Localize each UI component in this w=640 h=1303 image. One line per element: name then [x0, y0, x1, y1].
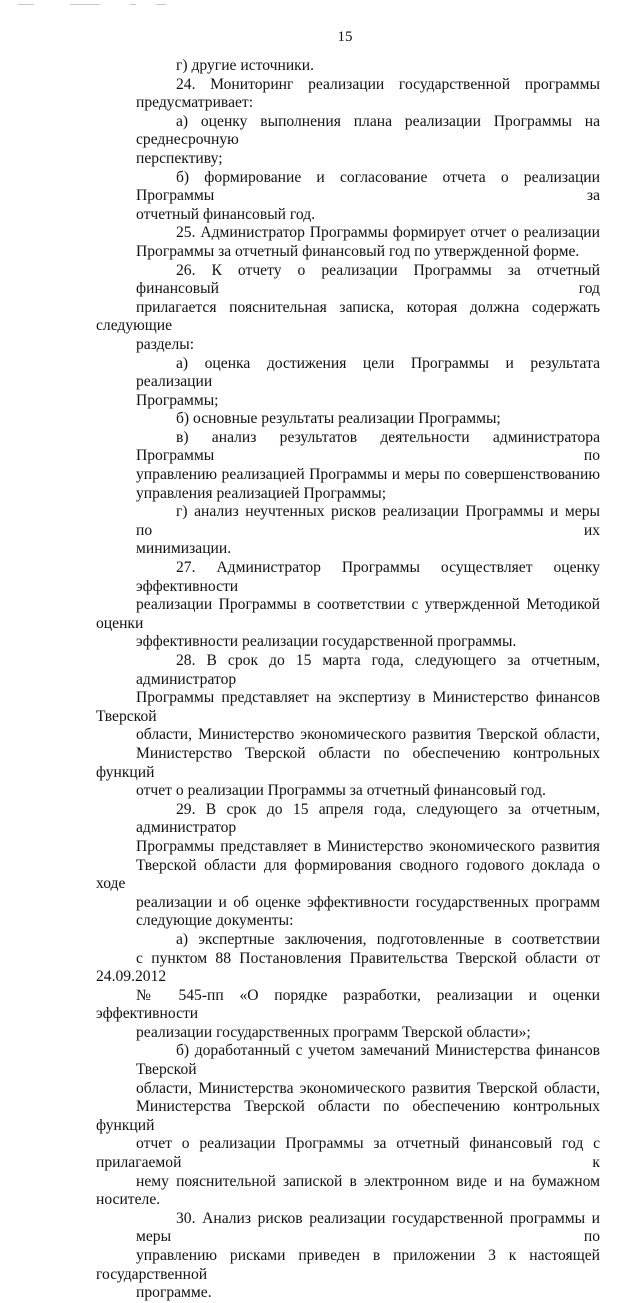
- paragraph-line: с пунктом 88 Постановления Правительства Тверской области от 24.09.2012: [96, 949, 600, 986]
- paragraph-p25: [96, 224, 600, 261]
- paragraph-line: Программы за отчетный финансовый год по утвержденной форме.: [136, 242, 580, 260]
- paragraph-line: г) другие источники.: [176, 57, 314, 74]
- paragraph-p27: [96, 559, 600, 652]
- paragraph-p29a: [96, 931, 600, 1043]
- scan-artifact: [18, 4, 34, 5]
- paragraph-line: 25. Администратор Программы формирует отчет о реализации: [176, 224, 600, 242]
- paragraph-line: управлению рисками приведен в приложении 3 к настоящей государственной: [96, 1247, 600, 1283]
- paragraph-line: б) доработанный с учетом замечаний Министерства финансов Тверской: [136, 1042, 600, 1079]
- page-number: 15: [337, 29, 353, 45]
- paragraph-line: реализации государственных программ Тверской области»;: [136, 1023, 531, 1041]
- scan-artifact: [130, 4, 136, 5]
- paragraph-line: эффективности реализации государственной программы.: [136, 633, 517, 651]
- paragraph-line: а) оценку выполнения плана реализации Программы на среднесрочную: [136, 112, 600, 149]
- paragraph-p29: [96, 801, 600, 931]
- paragraph-line: минимизации.: [136, 540, 232, 558]
- paragraph-line: разделы:: [136, 335, 195, 353]
- paragraph-line: отчет о реализации Программы за отчетный финансовый год.: [136, 782, 546, 800]
- paragraph-g-sources: [96, 57, 600, 76]
- paragraph-line: Программы;: [136, 391, 219, 409]
- paragraph-p24: [96, 76, 600, 113]
- paragraph-line: перспективу;: [136, 149, 223, 167]
- paragraph-p26: [96, 262, 600, 355]
- paragraph-p24b: [96, 169, 600, 225]
- paragraph-line: 27. Администратор Программы осуществляет оценку эффективности: [136, 559, 600, 595]
- paragraph-p26g: [96, 503, 600, 559]
- paragraph-line: отчет о реализации Программы за отчетный финансовый год с прилагаемой к: [96, 1135, 600, 1172]
- paragraph-line: в) анализ результатов деятельности администратора Программы по: [136, 428, 600, 465]
- paragraph-line: управлению реализацией Программы и меры по совершенствованию: [136, 466, 600, 484]
- paragraph-line: Министерство Тверской области по обеспечению контрольных функций: [96, 744, 600, 781]
- paragraph-line: Программы представляет в Министерство экономического развития: [136, 837, 600, 855]
- paragraph-line: следующие документы:: [136, 912, 294, 930]
- paragraph-line: Программы представляет на экспертизу в Министерство финансов Тверской: [96, 689, 600, 725]
- paragraph-p26b: [96, 410, 600, 429]
- paragraph-p29b: [96, 1042, 600, 1209]
- scan-artifact: [70, 4, 100, 5]
- paragraph-p26a: [96, 355, 600, 411]
- paragraph-line: № 545-пп «О порядке разработки, реализации и оценки эффективности: [96, 986, 600, 1023]
- paragraph-p30: [96, 1210, 600, 1303]
- paragraph-line: области, Министерство экономического развития Тверской области,: [136, 726, 600, 744]
- scan-artifact: [156, 4, 166, 5]
- paragraph-line: управления реализацией Программы;: [136, 484, 387, 502]
- paragraph-line: б) формирование и согласование отчета о реализации Программы за: [136, 168, 600, 205]
- paragraph-line: а) экспертные заключения, подготовленные в соответствии: [176, 930, 600, 948]
- paragraph-line: г) анализ неучтенных рисков реализации Программы и меры по их: [136, 503, 600, 539]
- paragraph-line: 30. Анализ рисков реализации государственной программы и меры по: [136, 1209, 600, 1246]
- paragraph-p28: [96, 652, 600, 801]
- paragraph-line: нему пояснительной запиской в электронном виде и на бумажном носителе.: [96, 1172, 600, 1209]
- paragraph-line: а) оценка достижения цели Программы и результата реализации: [136, 354, 600, 391]
- paragraph-line: отчетный финансовый год.: [136, 205, 316, 223]
- paragraph-line: программе.: [136, 1284, 212, 1302]
- document-body: [96, 57, 600, 1303]
- paragraph-line: прилагается пояснительная записка, которая должна содержать следующие: [96, 298, 600, 335]
- paragraph-line: предусматривает:: [136, 94, 254, 112]
- paragraph-line: реализации Программы в соответствии с утвержденной Методикой оценки: [96, 596, 600, 632]
- paragraph-line: Министерства Тверской области по обеспечению контрольных функций: [96, 1098, 600, 1134]
- paragraph-p26v: [96, 429, 600, 503]
- paragraph-line: б) основные результаты реализации Программы;: [176, 410, 501, 428]
- paragraph-p24a: [96, 113, 600, 169]
- paragraph-line: 26. К отчету о реализации Программы за отчетный финансовый год: [136, 261, 600, 298]
- paragraph-line: 28. В срок до 15 марта года, следующего за отчетным, администратор: [136, 652, 600, 688]
- paragraph-line: области, Министерства экономического развития Тверской области,: [136, 1079, 600, 1097]
- paragraph-line: 29. В срок до 15 апреля года, следующего за отчетным, администратор: [136, 800, 600, 837]
- paragraph-line: Тверской области для формирования сводного годового доклада о ходе: [96, 856, 600, 893]
- paragraph-line: реализации и об оценке эффективности государственных программ: [136, 893, 600, 911]
- paragraph-line: 24. Мониторинг реализации государственной программы: [176, 75, 600, 93]
